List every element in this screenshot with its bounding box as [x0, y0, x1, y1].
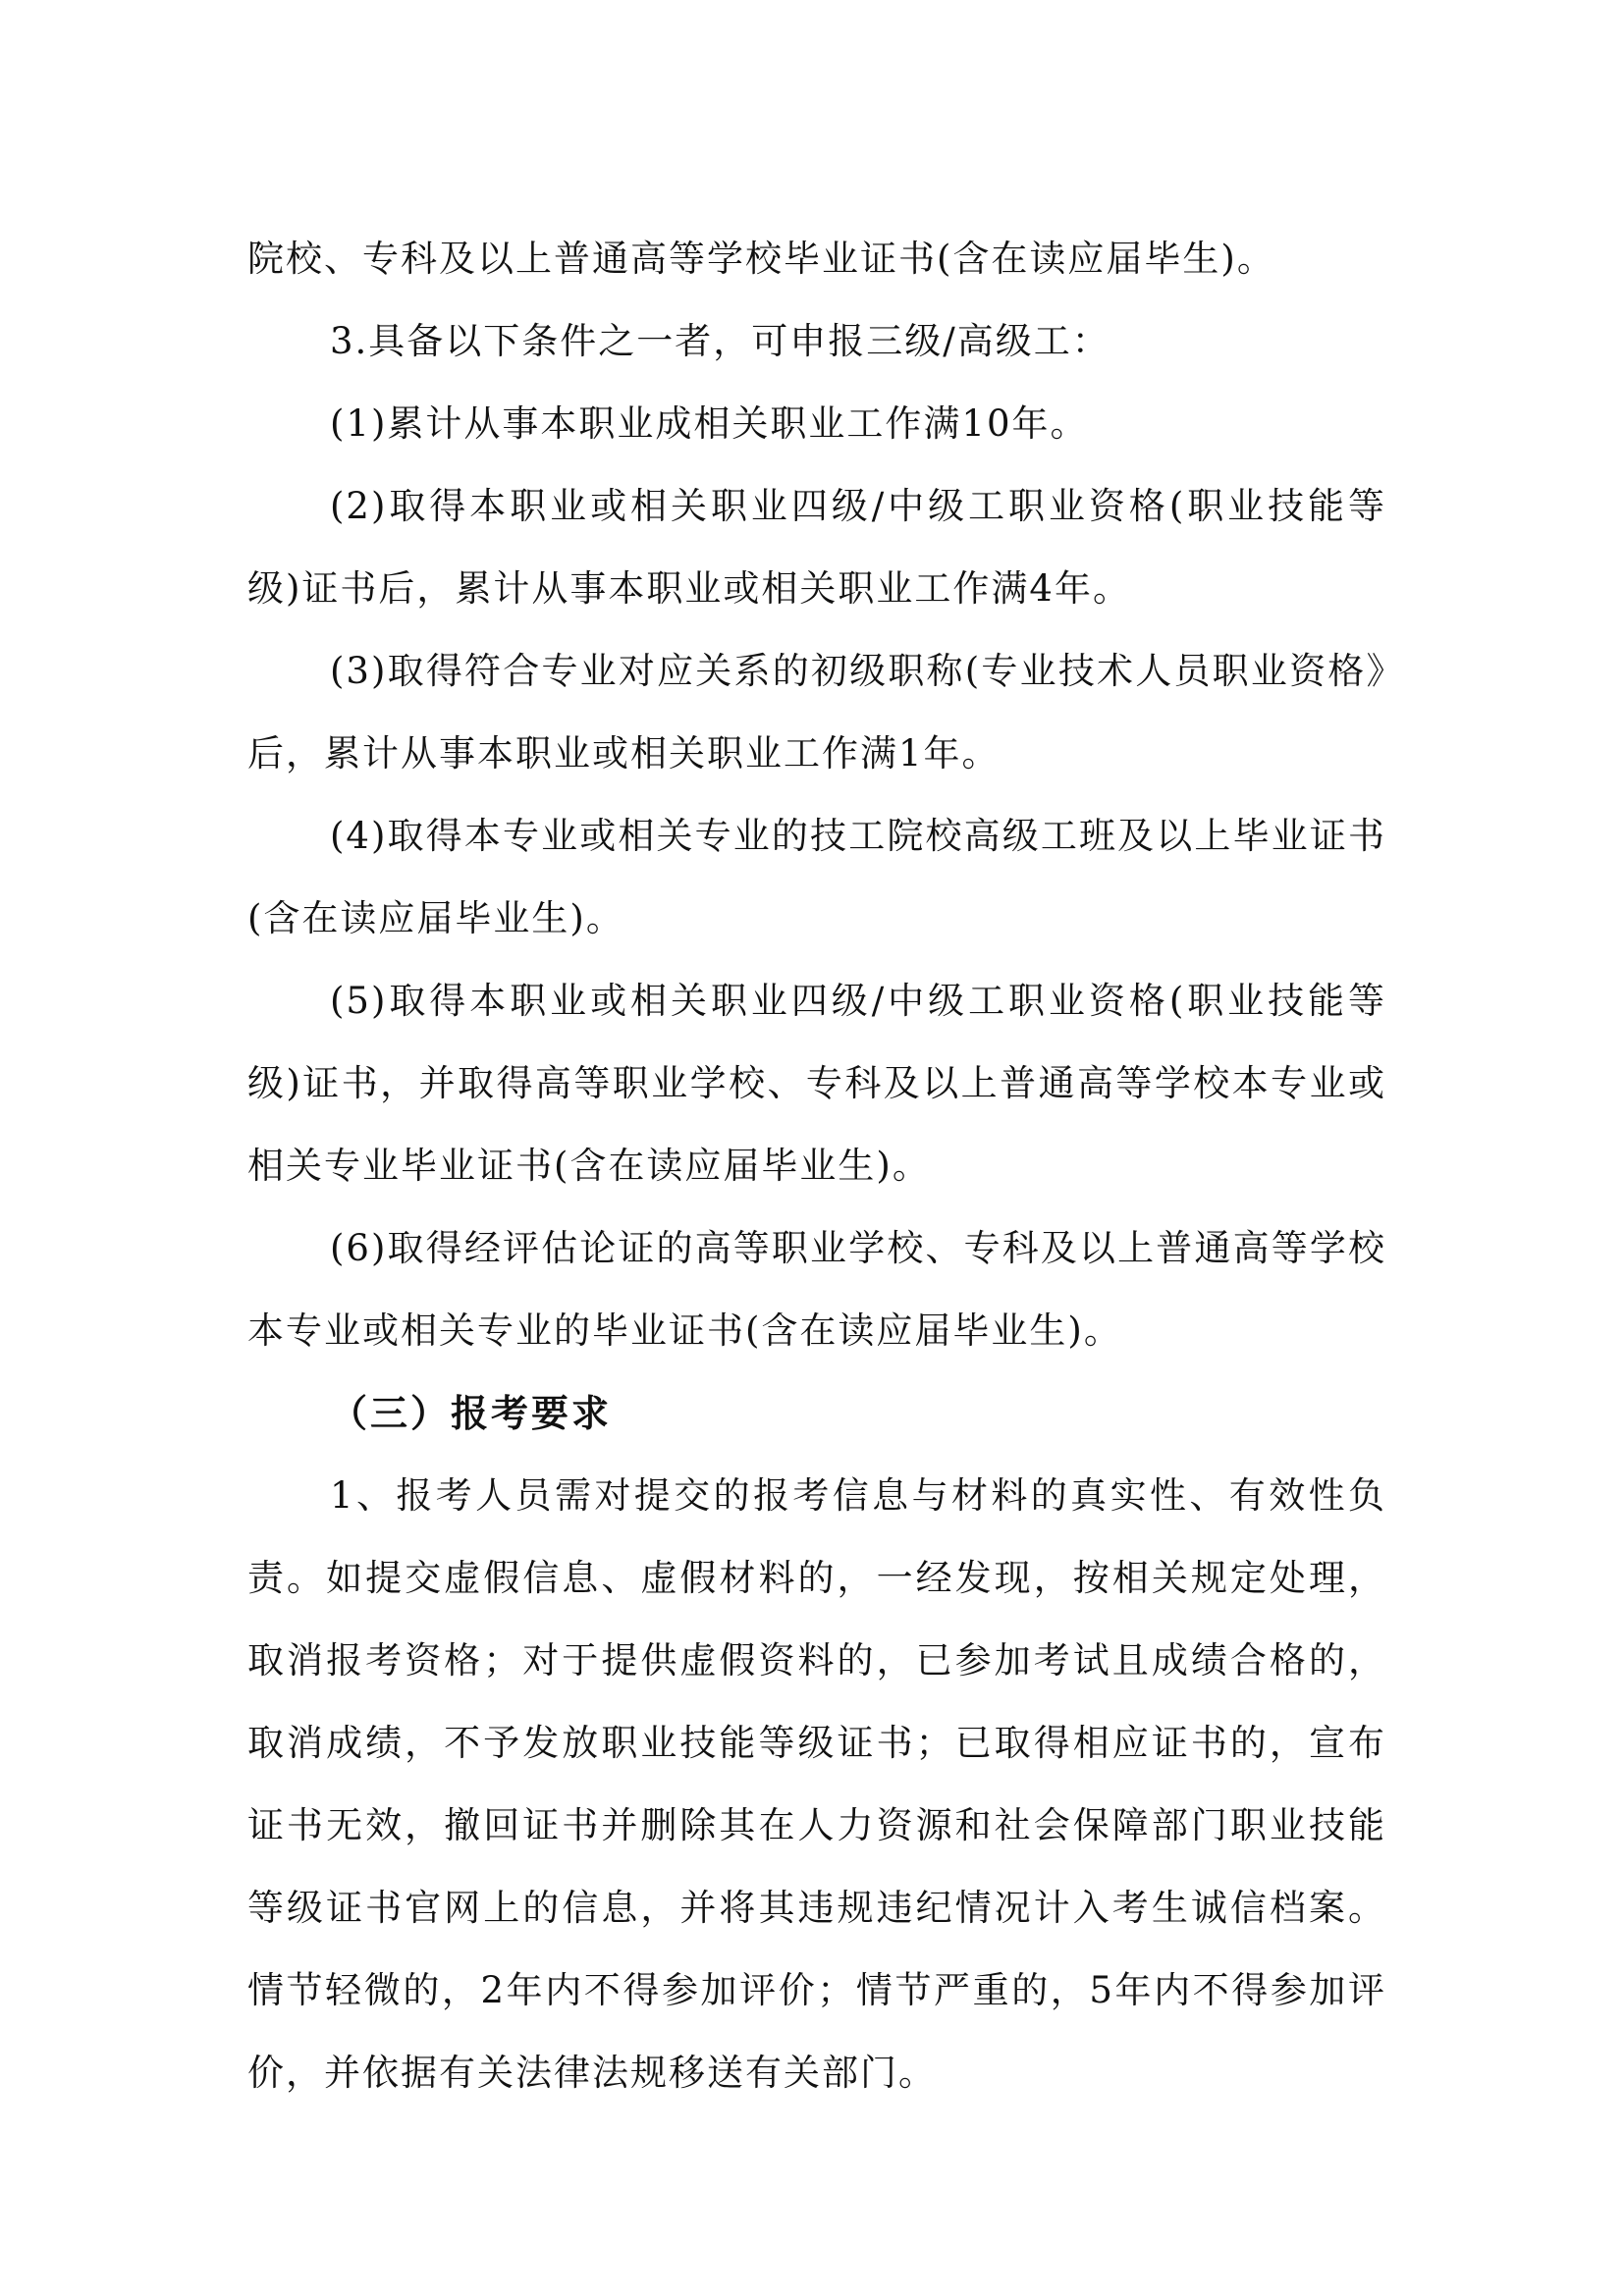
section-heading: （三）报考要求 [330, 1392, 613, 1435]
paragraph-item-4: (4)取得本专业或相关专业的技工院校高级工班及以上毕业证书(含在读应届毕业生)。 [247, 815, 1386, 939]
paragraph-item-5: (5)取得本职业或相关职业四级/中级工职业资格(职业技能等级)证书，并取得高等职业学校、专科及以上普通高等学校本专业或相关专业毕业证书(含在读应届毕业生)。 [247, 980, 1386, 1187]
paragraph-condition-3: 3.具备以下条件之一者，可申报三级/高级工： [330, 320, 1110, 362]
paragraph-continuation: 院校、专科及以上普通高等学校毕业证书(含在读应届毕生)。 [247, 238, 1275, 280]
paragraph-item-6: (6)取得经评估论证的高等职业学校、专科及以上普通高等学校本专业或相关专业的毕业证书(含在读应届毕业生)。 [247, 1227, 1386, 1352]
paragraph-item-1: (1)累计从事本职业成相关职业工作满10年。 [330, 402, 1089, 445]
paragraph-requirement-1: 1、报考人员需对提交的报考信息与材料的真实性、有效性负责。如提交虚假信息、虚假材料的，一经发现，按相关规定处理，取消报考资格；对于提供虚假资料的，已参加考试且成绩合格的，取消成绩，不予发放职业技能等级证书；已取得相应证书的，宣布证书无效，撤回证书并删除其在人力资源和社会保障部门职业技能等级证书官网上的信息，并将其违规违纪情况计入考生诚信档案。情节轻微的，2年内不得参加评价；情节严重的，5年内不得参加评价，并依据有关法律法规移送有关部门。 [247, 1474, 1386, 2094]
paragraph-item-3: (3)取得符合专业对应关系的初级职称(专业技术人员职业资格》后，累计从事本职业或相关职业工作满1年。 [247, 650, 1386, 774]
paragraph-item-2: (2)取得本职业或相关职业四级/中级工职业资格(职业技能等级)证书后，累计从事本职业或相关职业工作满4年。 [247, 485, 1386, 610]
document-body [247, 218, 1386, 2114]
